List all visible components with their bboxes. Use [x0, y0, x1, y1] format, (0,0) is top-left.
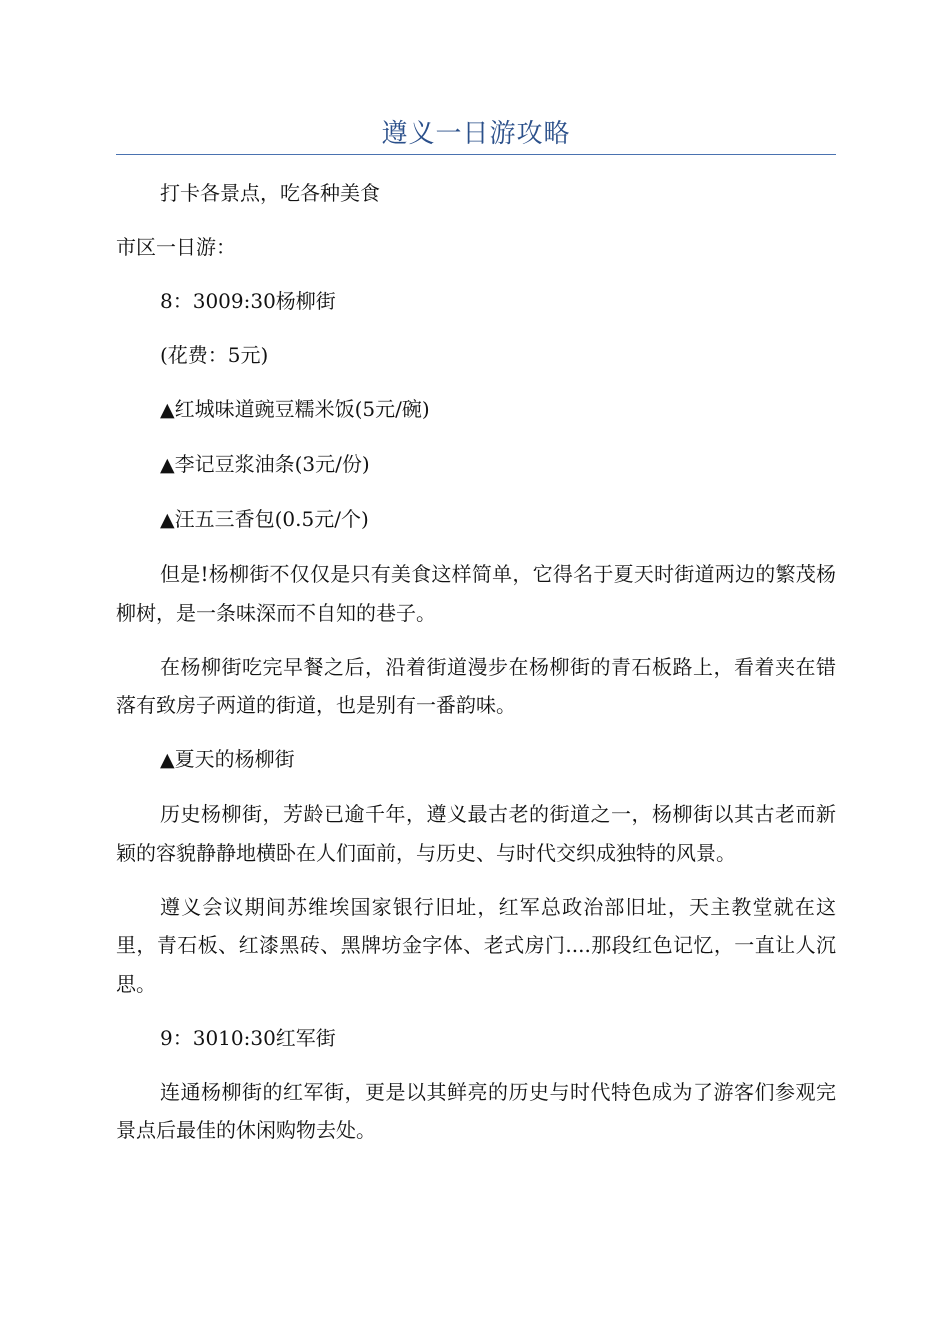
document-body	[116, 174, 836, 1165]
triangle-bullet-icon: ▲	[160, 454, 175, 476]
paragraph-after-breakfast: 在杨柳街吃完早餐之后，沿着街道漫步在杨柳街的青石板路上，看着夹在错落有致房子两道的街道，也是别有一番韵味。	[116, 654, 836, 717]
list-item-food-2: ▲李记豆浆油条(3元/份)	[160, 452, 370, 476]
paragraph-history: 历史杨柳街，芳龄已逾千年，遵义最古老的街道之一，杨柳街以其古老而新颖的容貌静静地横卧在人们面前，与历史、与时代交织成独特的风景。	[116, 802, 836, 865]
paragraph-time-slot-2: 9：3010:30红军街	[160, 1025, 336, 1050]
paragraph-street-origin: 但是!杨柳街不仅仅是只有美食这样简单，它得名于夏天时街道两边的繁茂杨柳树，是一条味深而不自知的巷子。	[116, 562, 836, 625]
list-item-food-1: ▲红城味道豌豆糯米饭(5元/碗)	[160, 397, 430, 421]
paragraph-red-memory: 遵义会议期间苏维埃国家银行旧址，红军总政治部旧址，天主教堂就在这里，青石板、红漆黑砖、黑牌坊金字体、老式房门....那段红色记忆，一直让人沉思。	[116, 894, 836, 996]
paragraph-cost: (花费：5元)	[160, 343, 269, 367]
document-title: 遵义一日游攻略	[381, 119, 571, 149]
triangle-bullet-icon: ▲	[160, 509, 175, 531]
paragraph-section-heading: 市区一日游：	[116, 235, 236, 259]
triangle-bullet-icon: ▲	[160, 749, 175, 771]
paragraph-intro: 打卡各景点，吃各种美食	[160, 181, 380, 205]
title-underline	[116, 154, 836, 155]
list-item-food-3: ▲汪五三香包(0.5元/个)	[160, 507, 369, 531]
paragraph-time-slot-1: 8：3009:30杨柳街	[160, 289, 336, 313]
image-caption-summer: ▲夏天的杨柳街	[160, 747, 295, 771]
paragraph-red-army-street: 连通杨柳街的红军街，更是以其鲜亮的历史与时代特色成为了游客们参观完景点后最佳的休闲购物去处。	[116, 1079, 836, 1142]
triangle-bullet-icon: ▲	[160, 399, 175, 421]
